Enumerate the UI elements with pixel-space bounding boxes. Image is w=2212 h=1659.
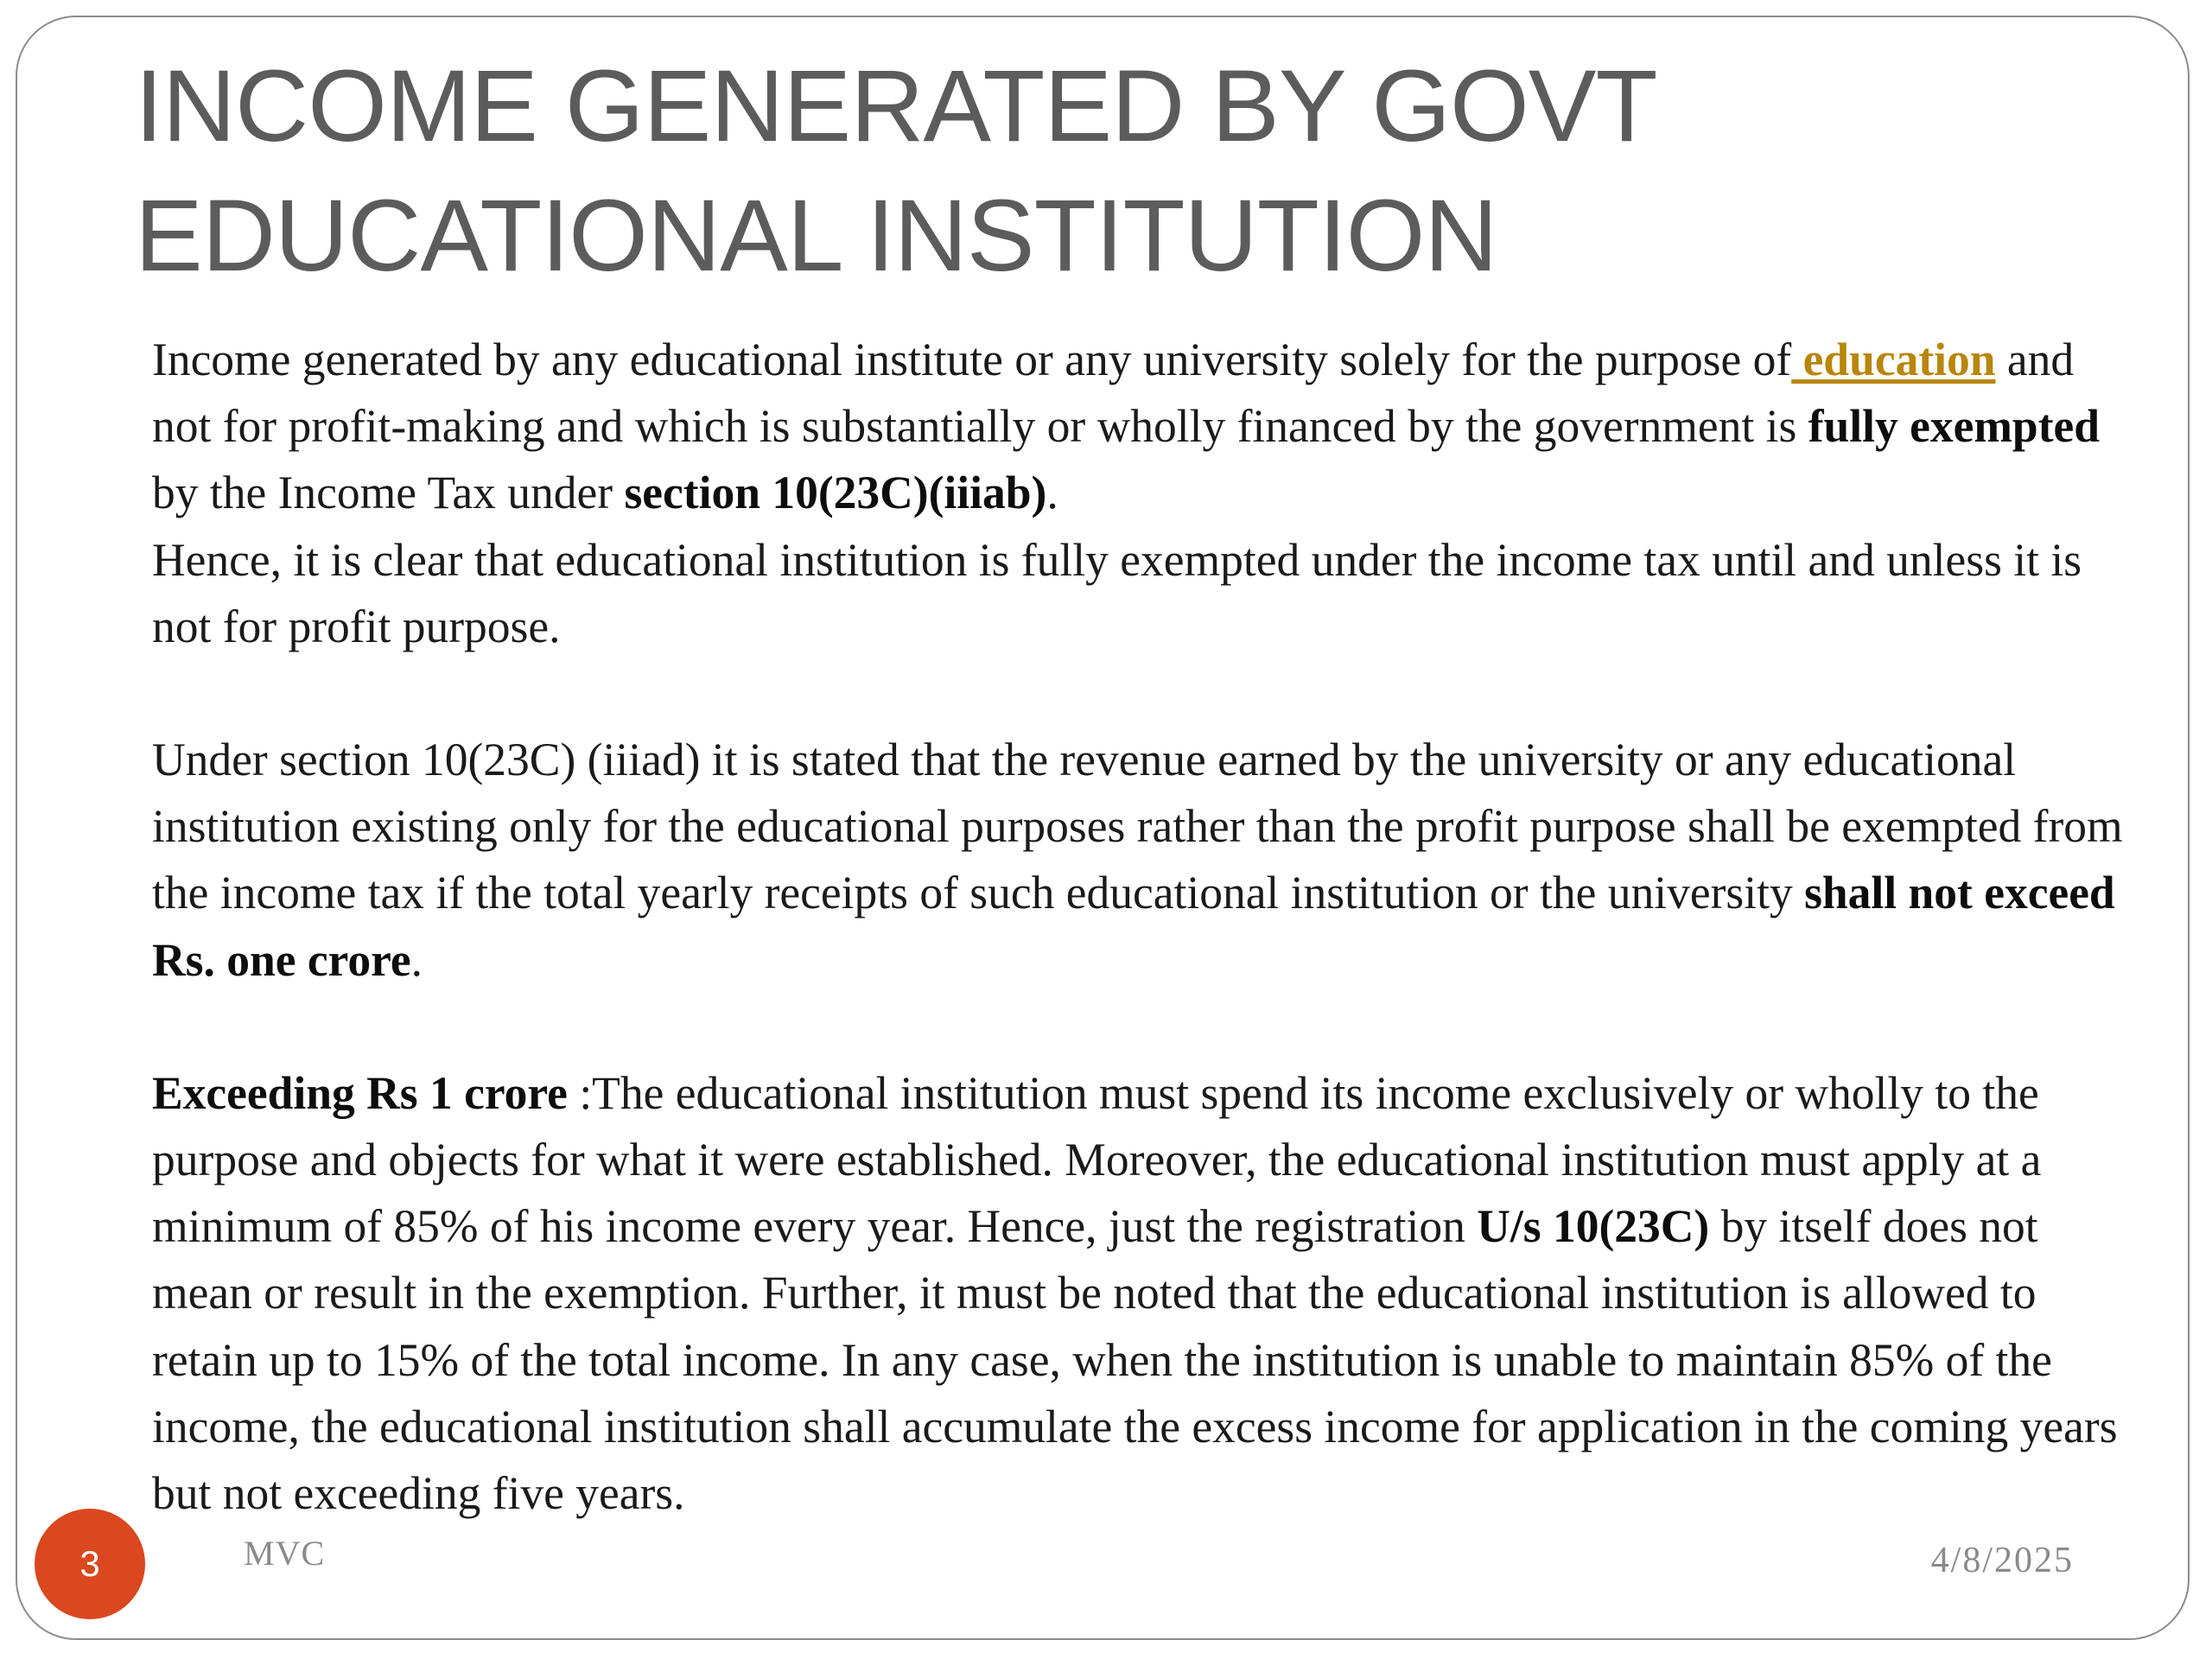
para3-text-1: :The educational institution must spend its income exclusively or wholly to the purpose and objects for what it were established. Moreover, the educational institution must apply at a minimum of 85% of his income every year. Hence, just the registration	[152, 1066, 2042, 1253]
para1-bold-fully-exempted: fully exempted	[1808, 400, 2101, 453]
para2-bold-limit: shall not exceed Rs. one crore	[152, 867, 2115, 986]
page-number-badge: 3	[35, 1509, 145, 1619]
para3-text-2: by itself does not mean or result in the exemption. Further, it must be noted that the educational institution is allowed to retain up to 15% of the total income. In any case, when the institution is unable to maintain 85% of the income, the educational institution shall accumulate the excess income for application in the coming years but not exceeding five years.	[152, 1200, 2118, 1520]
paragraph-hence: Hence, it is clear that educational institution is fully exempted under the income tax until and unless it is not for profit purpose.	[152, 533, 2082, 652]
para3-bold-section: U/s 10(23C)	[1477, 1200, 1710, 1253]
para1-bold-section: section 10(23C)(iiiab)	[624, 467, 1047, 519]
paragraph-spacer	[152, 994, 2139, 1060]
paragraph-exceeding	[152, 1060, 2139, 1527]
para1-text-4: .	[1046, 467, 1058, 519]
slide-body	[152, 327, 2139, 1527]
para1-text-1: Income generated by any educational institute or any university solely for the purpose of	[152, 334, 1792, 385]
education-link[interactable]: education	[1791, 334, 1996, 385]
slide-title	[135, 41, 2036, 301]
paragraph-section-iiiad	[152, 727, 2139, 994]
para1-text-3: by the Income Tax under	[152, 467, 625, 519]
footer-date: 4/8/2025	[1930, 1541, 2074, 1580]
title-line-1: INCOME GENERATED BY GOVT	[135, 49, 1657, 163]
para1-text-2: and not for profit-making and which is substantially or wholly financed by the government is	[152, 334, 2075, 453]
paragraph-exemption	[152, 327, 2139, 527]
para2-text-1: Under section 10(23C) (iiiad) it is stated that the revenue earned by the university or any educational institution existing only for the educational purposes rather than the profit purpose shall be exempted from the income tax if the total yearly receipts of such educational institution or the university	[152, 734, 2123, 919]
para3-bold-heading: Exceeding Rs 1 crore	[152, 1066, 568, 1119]
footer-author: MVC	[244, 1534, 326, 1573]
para2-text-2: .	[410, 933, 423, 986]
title-line-2: EDUCATIONAL INSTITUTION	[135, 179, 1497, 293]
paragraph-spacer	[152, 660, 2139, 727]
